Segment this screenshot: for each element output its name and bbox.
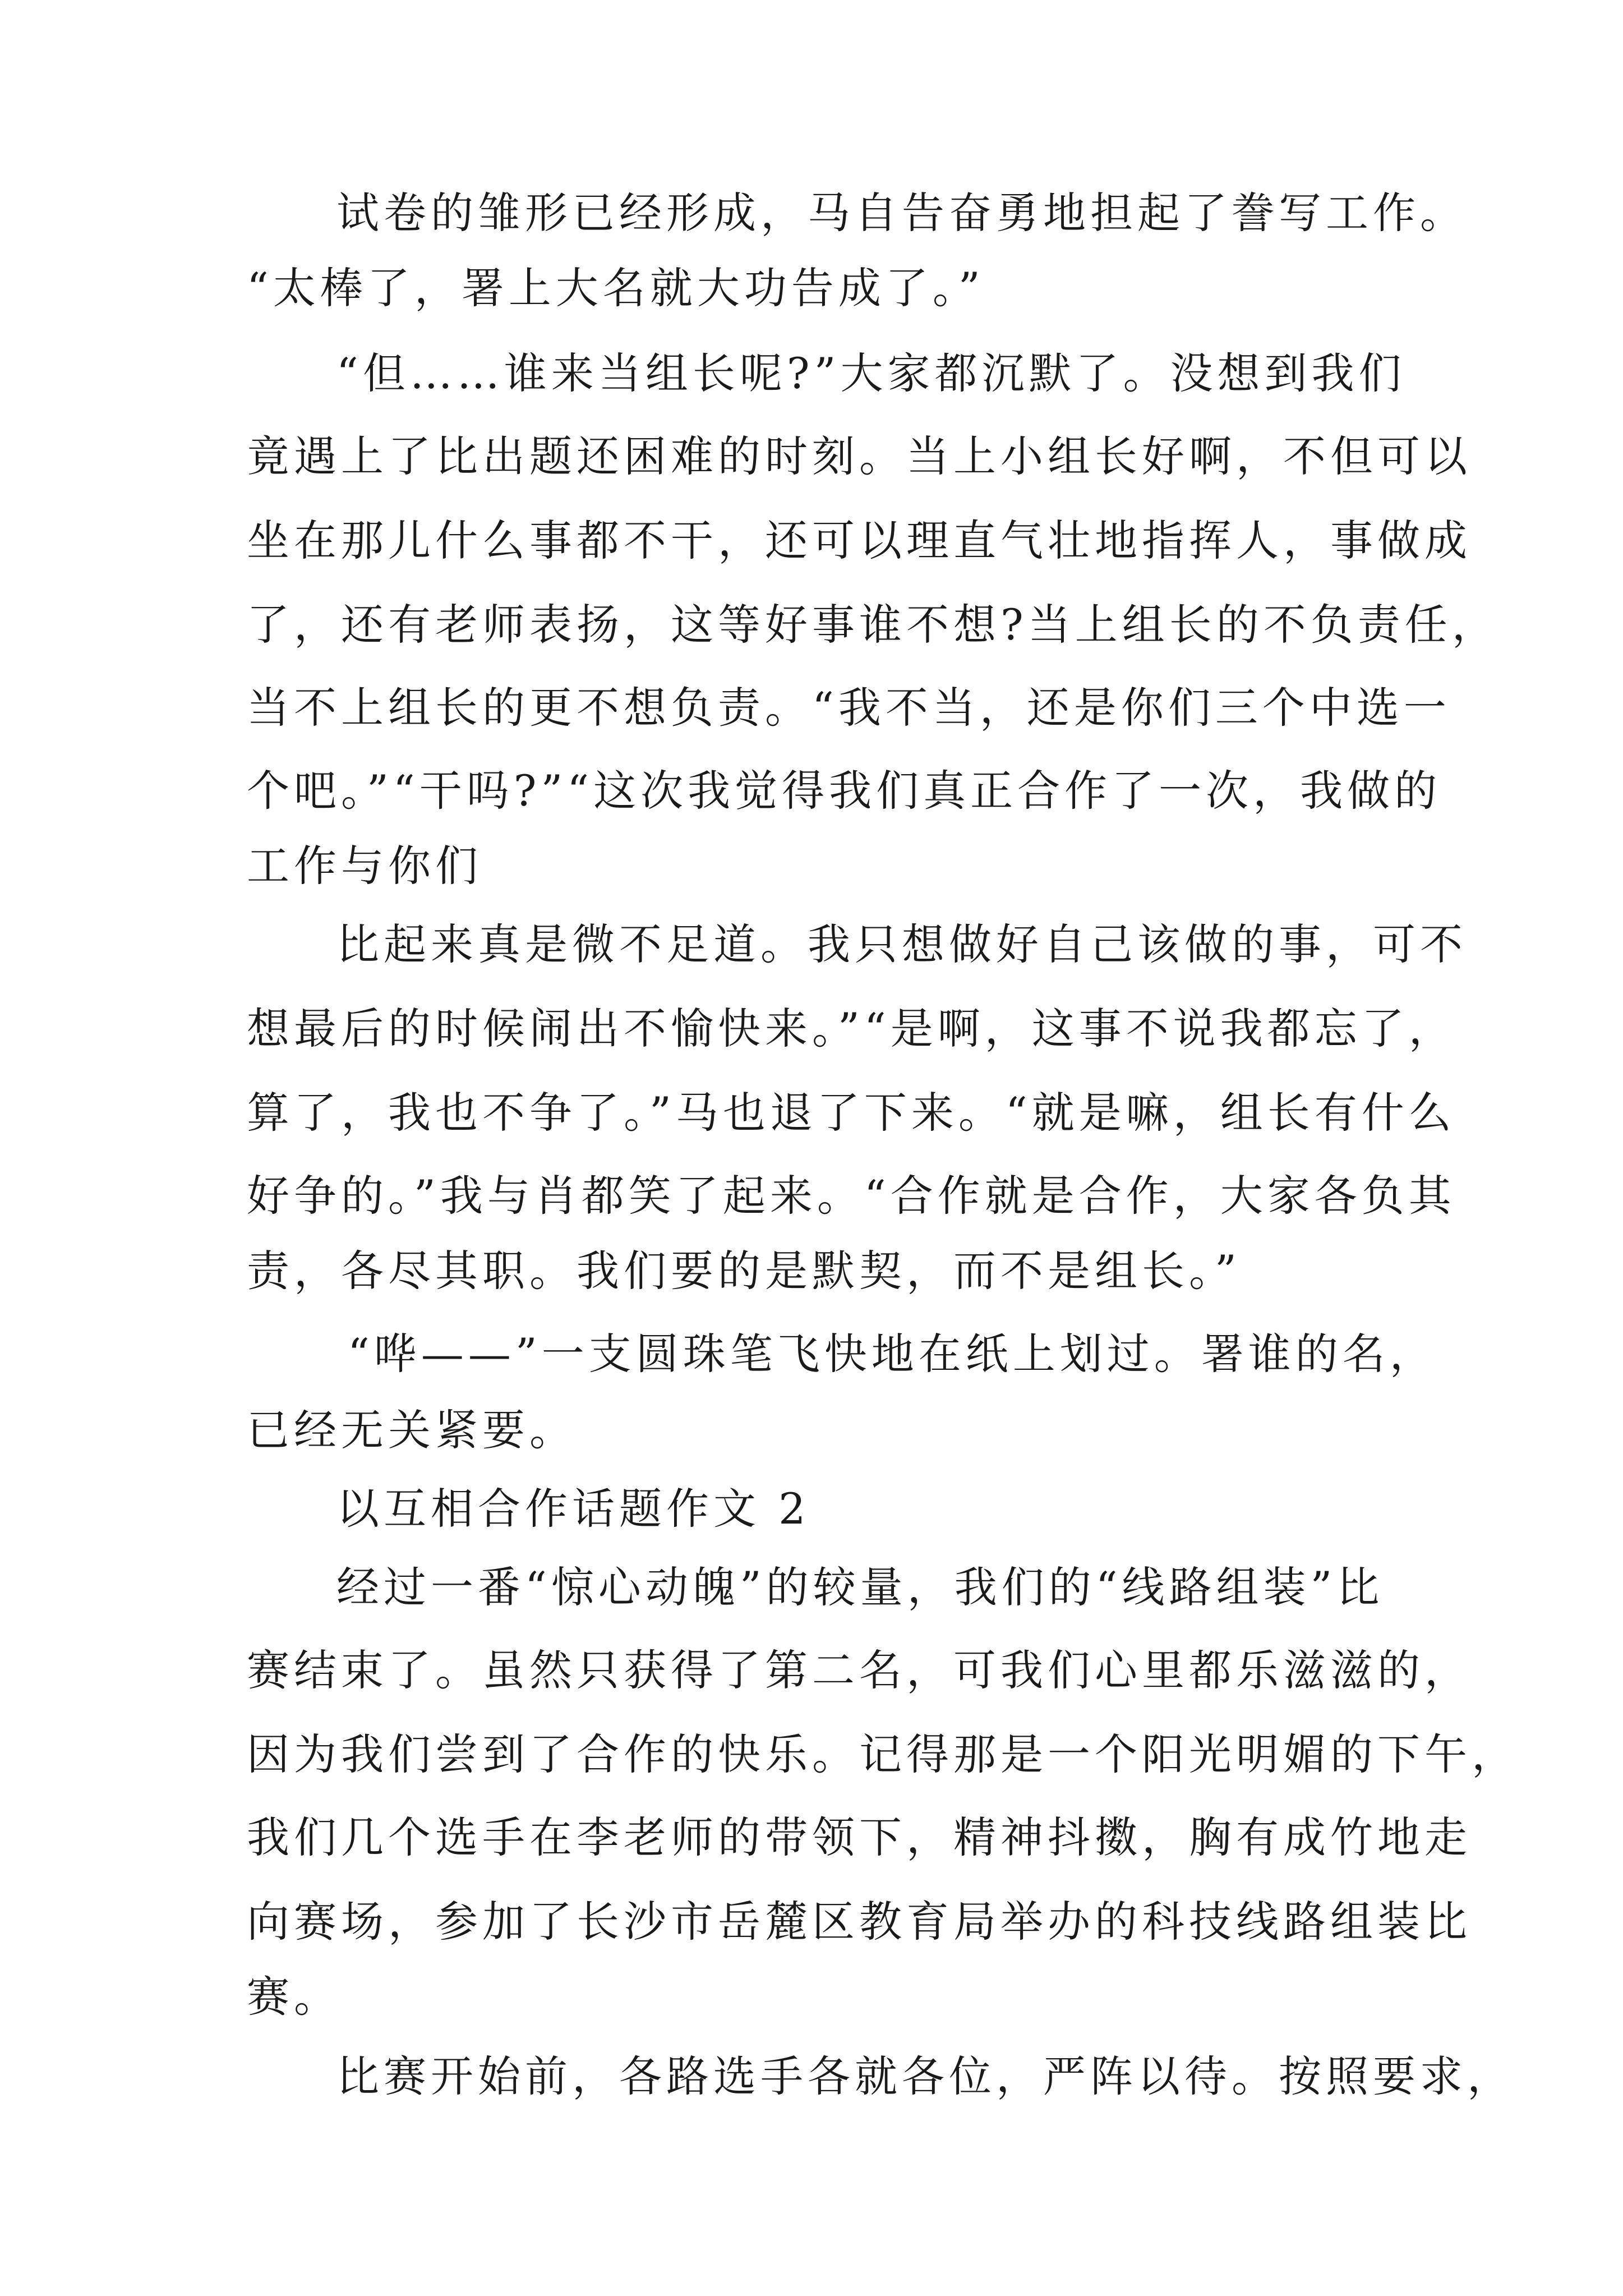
text-line: 赛结束了。虽然只获得了第二名，可我们心里都乐滋滋的， <box>247 1645 1472 1695</box>
text-line: 当不上组长的更不想负责。“我不当，还是你们三个中选一 <box>247 683 1451 733</box>
text-line: “但……谁来当组长呢?”大家都沉默了。没想到我们 <box>336 348 1406 398</box>
text-line: 我们几个选手在李老师的带领下，精神抖擞，胸有成竹地走 <box>247 1812 1472 1862</box>
text-line: “太棒了，署上大名就大功告成了。” <box>247 263 985 313</box>
text-line: 坐在那儿什么事都不干，还可以理直气壮地指挥人，事做成 <box>247 516 1472 565</box>
section-heading: 以互相合作话题作文 2 <box>336 1484 810 1534</box>
text-line: 竟遇上了比出题还困难的时刻。当上小组长好啊，不但可以 <box>247 431 1472 481</box>
text-line: 比起来真是微不足道。我只想做好自己该做的事，可不 <box>336 919 1467 969</box>
text-line: 赛。 <box>247 1972 341 2022</box>
text-line: 想最后的时候闹出不愉快来。”“是啊，这事不说我都忘了， <box>247 1004 1456 1053</box>
text-line: 个吧。”“干吗?”“这次我觉得我们真正合作了一次，我做的 <box>247 766 1442 816</box>
text-line: 工作与你们 <box>247 841 482 891</box>
text-line: 责，各尽其职。我们要的是默契，而不是组长。” <box>247 1246 1241 1296</box>
text-line: 比赛开始前，各路选手各就各位，严阵以待。按照要求， <box>336 2051 1514 2101</box>
text-line: 试卷的雏形已经形成，马自告奋勇地担起了誊写工作。 <box>336 188 1467 238</box>
text-line: 经过一番“惊心动魄”的较量，我们的“线路组装”比 <box>336 1562 1384 1612</box>
text-line: 好争的。”我与肖都笑了起来。“合作就是合作，大家各负其 <box>247 1171 1456 1221</box>
text-line: 向赛场，参加了长沙市岳麓区教育局举办的科技线路组装比 <box>247 1897 1472 1947</box>
text-line: 因为我们尝到了合作的快乐。记得那是一个阳光明媚的下午， <box>247 1729 1519 1779</box>
text-line: 已经无关紧要。 <box>247 1405 577 1455</box>
text-line: 了，还有老师表扬，这等好事谁不想?当上组长的不负责任， <box>247 600 1499 650</box>
text-line: 算了，我也不争了。”马也退了下来。“就是嘛，组长有什么 <box>247 1088 1456 1138</box>
text-line: “哗——”一支圆珠笔飞快地在纸上划过。署谁的名， <box>348 1329 1437 1379</box>
